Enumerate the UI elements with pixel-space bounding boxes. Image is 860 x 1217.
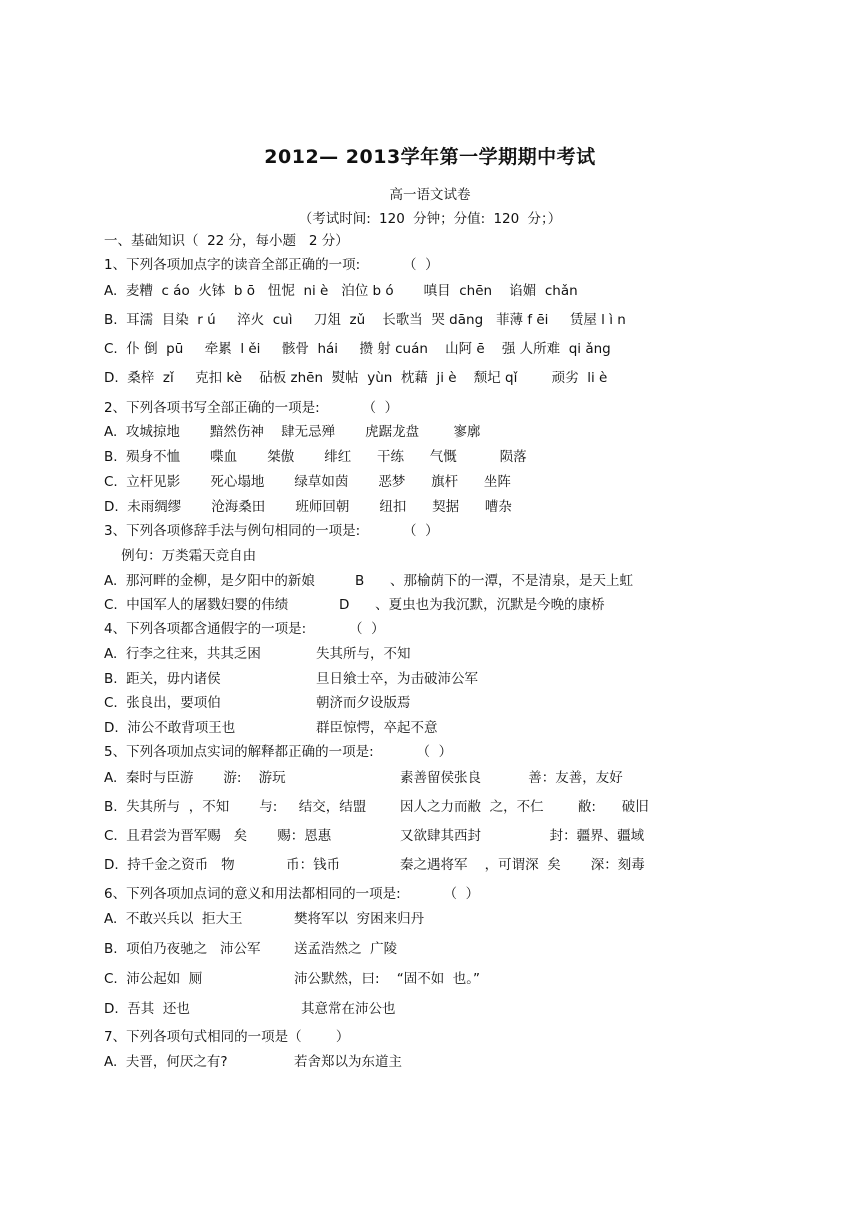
exam-time-info: （考试时间: 120 分钟；分值: 120 分；） [298,211,562,227]
question-6-stem: 6、下列各项加点词的意义和用法都相同的一项是: （ ） [104,886,480,902]
question-3-stem: 3、下列各项修辞手法与例句相同的一项是: （ ） [104,523,439,539]
question-3-option-a: A. 那河畔的金柳，是夕阳中的新娘 [104,573,315,589]
question-5-option-a-second: 素善留侯张良 善：友善，友好 [400,770,623,786]
question-6-option-b: B. 项伯乃夜驰之 沛公军 [104,941,261,957]
question-1-option-b: B. 耳濡 目染 r ú 淬火 cuì 刀俎 zǔ 长歌当 哭 dāng 菲薄 f ēi 赁屋 l ì n [104,312,626,328]
question-6-option-a-second: 樊将军以 穷困来归丹 [294,911,425,927]
question-4-option-c-second: 朝济而夕设版焉 [316,695,411,711]
question-6-option-d-second: 其意常在沛公也 [301,1001,396,1017]
exam-subtitle: 高一语文试卷 [389,187,471,203]
question-5-option-b-second: 因人之力而敝 之，不仁 敝: 破旧 [400,799,649,815]
question-4-option-a: A. 行李之往来，共其乏困 [104,646,261,662]
question-1-option-c: C. 仆 倒 pū 牵累 l ěi 骸骨 hái 攒 射 cuán 山阿 ē 强 人所难 qi ǎng [104,341,611,357]
question-4-option-d: D. 沛公不敢背项王也 [104,720,236,736]
question-4-option-b-second: 旦日飨士卒，为击破沛公军 [316,671,478,687]
question-4-option-a-second: 失其所与，不知 [316,646,411,662]
question-6-option-a: A. 不敢兴兵以 拒大王 [104,911,243,927]
question-5-option-c-second: 又欲肆其西封 封：疆界、疆域 [400,828,645,844]
question-4-stem: 4、下列各项都含通假字的一项是: （ ） [104,621,385,637]
question-6-option-b-second: 送孟浩然之 广陵 [294,941,398,957]
question-4-option-d-second: 群臣惊愕，卒起不意 [316,720,438,736]
question-7-stem: 7、下列各项句式相同的一项是（ ） [104,1029,350,1045]
question-5-option-d-second: 秦之遇将军 ，可谓深 矣 深：刻毒 [400,857,645,873]
question-2-option-d: D. 未雨绸缪 沧海桑田 班师回朝 纽扣 契据 嘈杂 [104,499,512,515]
question-5-option-a: A. 秦时与臣游 游: 游玩 [104,770,286,786]
question-1-stem: 1、下列各项加点字的读音全部正确的一项: （ ） [104,257,439,273]
section-heading: 一、基础知识（ 22 分，每小题 2 分） [104,233,349,249]
question-5-option-b: B. 失其所与 ，不知 与: 结交，结盟 [104,799,367,815]
question-4-option-c: C. 张良出，要项伯 [104,695,221,711]
question-6-option-d: D. 吾其 还也 [104,1001,190,1017]
question-2-option-a: A. 攻城掠地 黯然伤神 肆无忌殚 虎踞龙盘 寥廓 [104,424,481,440]
question-4-option-b: B. 距关，毋内诸侯 [104,671,221,687]
question-6-option-c-second: 沛公默然，曰: “固不如 也。” [294,971,481,987]
question-1-option-a: A. 麦糟 c áo 火钵 b ō 忸怩 ni è 泊位 b ó 嗔目 chēn 谄媚 chǎn [104,283,578,299]
question-7-option-a-second: 若舍郑以为东道主 [294,1054,402,1070]
question-3-option-c: C. 中国军人的屠戮妇婴的伟绩 [104,597,289,613]
question-5-stem: 5、下列各项加点实词的解释都正确的一项是: （ ） [104,744,453,760]
question-6-option-c: C. 沛公起如 厕 [104,971,203,987]
question-5-option-c: C. 且君尝为晋军赐 矣 赐：恩惠 [104,828,332,844]
question-3-example: 例句：万类霜天竞自由 [104,548,257,564]
question-7-option-a: A. 夫晋，何厌之有? [104,1054,228,1070]
question-2-option-c: C. 立杆见影 死心塌地 绿草如茵 恶梦 旗杆 坐阵 [104,474,511,490]
question-2-option-b: B. 殒身不恤 喋血 桀傲 绯红 干练 气慨 陨落 [104,449,527,465]
exam-title: 2012— 2013学年第一学期期中考试 [264,146,596,168]
question-1-option-d: D. 桑梓 zǐ 克扣 kè 砧板 zhēn 熨帖 yùn 枕藉 ji è 颓圮 qǐ 顽劣 li è [104,370,608,386]
question-3-option-b: B 、那榆荫下的一潭，不是清泉，是天上虹 [355,573,634,589]
question-3-option-d: D 、夏虫也为我沉默，沉默是今晚的康桥 [339,597,605,613]
question-5-option-d: D. 持千金之资币 物 币：钱币 [104,857,341,873]
question-2-stem: 2、下列各项书写全部正确的一项是: （ ） [104,400,399,416]
